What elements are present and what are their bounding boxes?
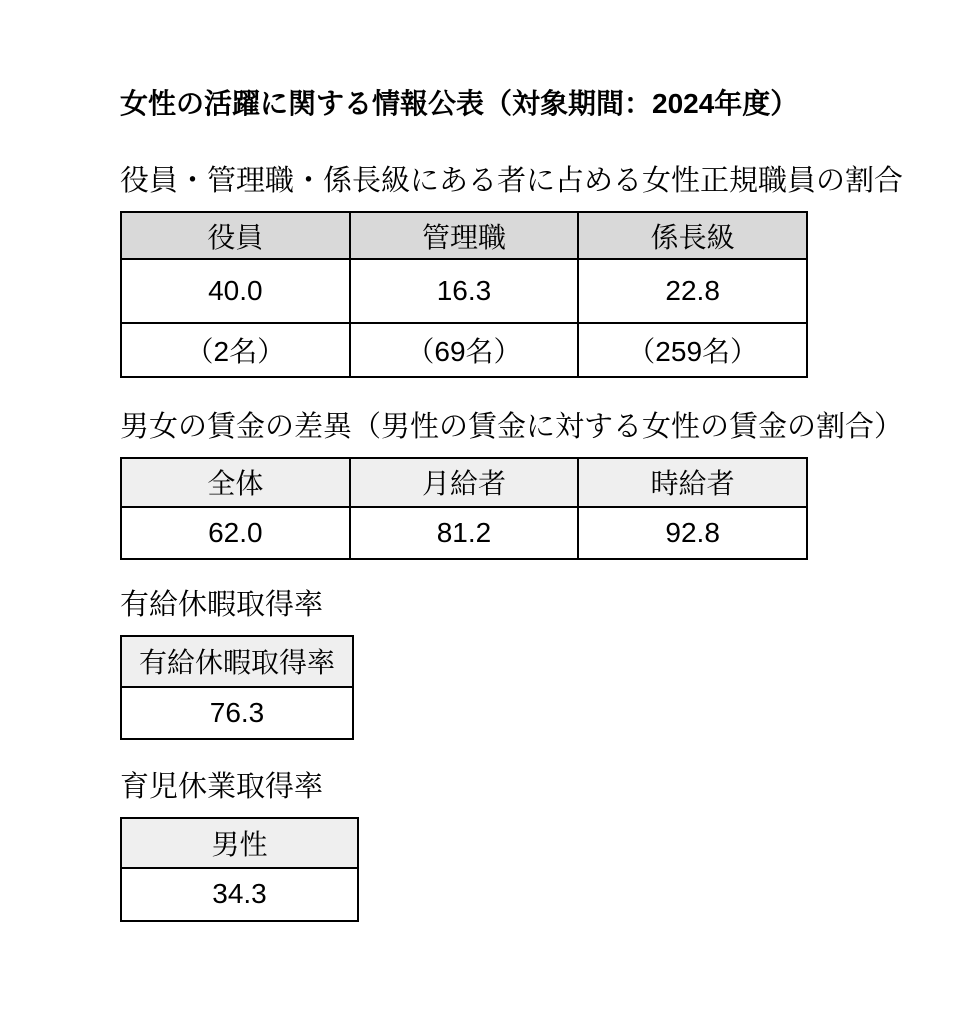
section-heading-childcare-leave-rate: 育児休業取得率 xyxy=(120,770,324,803)
value-cell-section-chiefs-percent: 22.8 xyxy=(578,259,807,323)
header-cell-paid-leave-rate: 有給休暇取得率 xyxy=(121,636,353,687)
section-gender-pay-gap xyxy=(120,412,938,560)
value-cell-overall-percent: 62.0 xyxy=(121,507,350,559)
header-cell-officers: 役員 xyxy=(121,212,350,259)
section-women-management-ratio xyxy=(120,166,938,378)
header-cell-hourly-paid: 時給者 xyxy=(578,458,807,507)
table-row-percentages xyxy=(121,687,353,739)
table-header-row xyxy=(121,636,353,687)
section-childcare-leave-rate xyxy=(120,772,938,922)
section-heading-women-management-ratio: 役員・管理職・係長級にある者に占める女性正規職員の割合 xyxy=(120,165,904,198)
table-row-percentages xyxy=(121,507,807,559)
section-paid-leave-rate xyxy=(120,590,938,740)
value-cell-officers-percent: 40.0 xyxy=(121,259,350,323)
table-row-counts xyxy=(121,323,807,377)
childcare-leave-rate-table xyxy=(120,817,359,922)
table-row-percentages xyxy=(121,259,807,323)
table-header-row xyxy=(121,458,807,507)
value-cell-managers-percent: 16.3 xyxy=(350,259,579,323)
table-row-percentages xyxy=(121,868,358,921)
header-cell-managers: 管理職 xyxy=(350,212,579,259)
header-cell-male: 男性 xyxy=(121,818,358,868)
value-cell-officers-count: （2名） xyxy=(121,323,350,377)
value-cell-managers-count: （69名） xyxy=(350,323,579,377)
value-cell-paid-leave-percent: 76.3 xyxy=(121,687,353,739)
table-header-row xyxy=(121,212,807,259)
gender-pay-gap-table xyxy=(120,457,808,560)
value-cell-monthly-paid-percent: 81.2 xyxy=(350,507,579,559)
section-heading-gender-pay-gap: 男女の賃金の差異（男性の賃金に対する女性の賃金の割合） xyxy=(120,411,904,444)
value-cell-section-chiefs-count: （259名） xyxy=(578,323,807,377)
header-cell-monthly-paid: 月給者 xyxy=(350,458,579,507)
value-cell-male-childcare-leave-percent: 34.3 xyxy=(121,868,358,921)
page-title: 女性の活躍に関する情報公表（対象期間：2024年度） xyxy=(120,88,799,119)
header-cell-section-chiefs: 係長級 xyxy=(578,212,807,259)
section-heading-paid-leave-rate: 有給休暇取得率 xyxy=(120,588,324,621)
header-cell-overall: 全体 xyxy=(121,458,350,507)
value-cell-hourly-paid-percent: 92.8 xyxy=(578,507,807,559)
women-management-ratio-table xyxy=(120,211,808,378)
table-header-row xyxy=(121,818,358,868)
paid-leave-rate-table xyxy=(120,635,354,740)
